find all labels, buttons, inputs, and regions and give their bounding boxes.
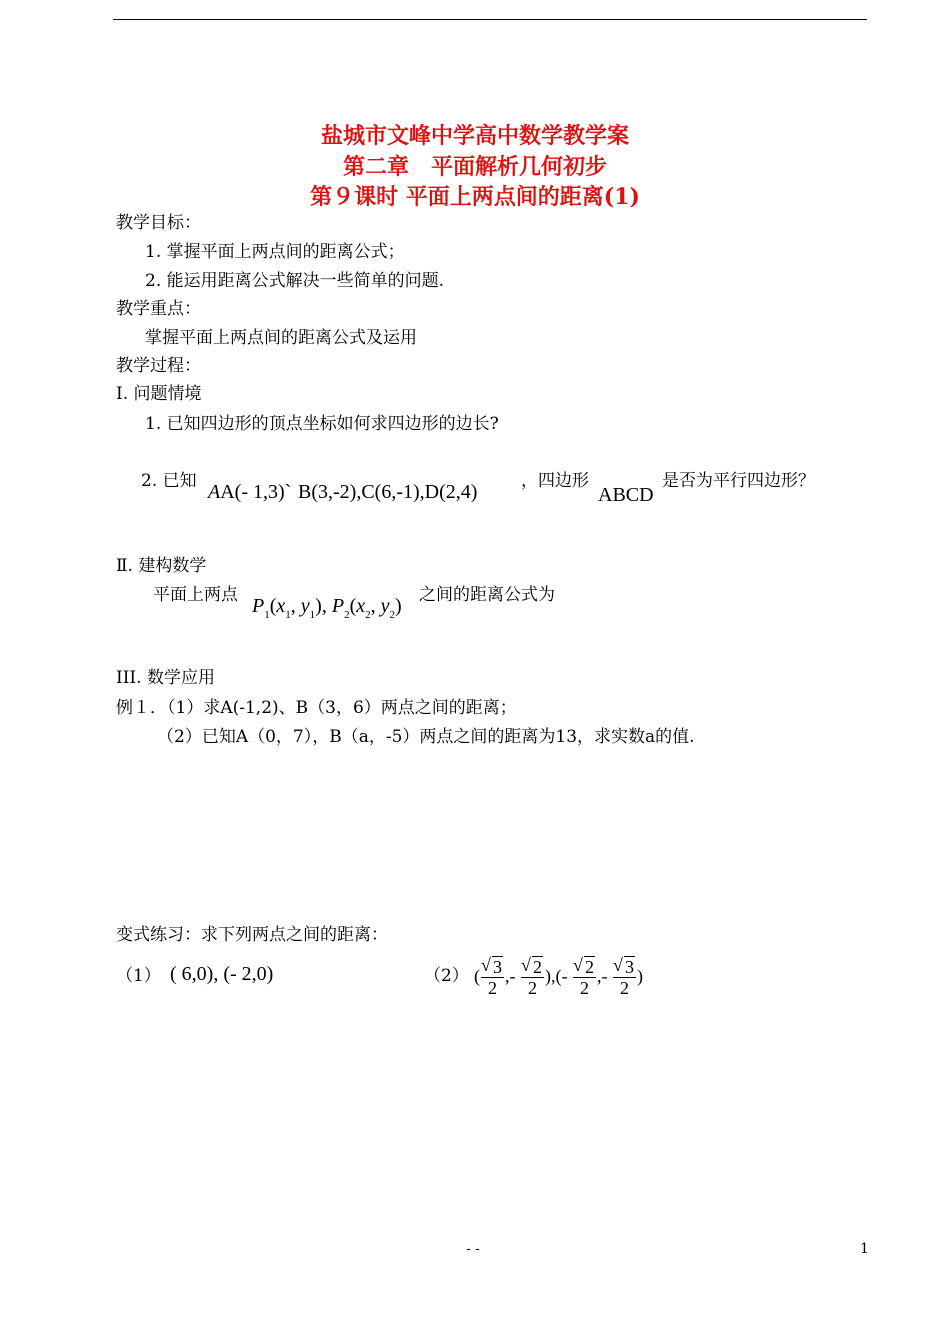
lesson-title: 第９课时 平面上两点间的距离(1) <box>310 184 640 210</box>
quadrilateral-abcd: ABCD <box>598 484 654 506</box>
school-title: 盐城市文峰中学高中数学教学案 <box>320 123 629 149</box>
question-2-prefix: 2. 已知 <box>141 471 197 491</box>
section2-text-before: 平面上两点 <box>153 585 238 605</box>
question-1: 1. 已知四边形的顶点坐标如何求四边形的边长? <box>145 414 499 434</box>
section1-heading: Ⅰ. 问题情境 <box>116 384 202 404</box>
footer-center: - - <box>466 1241 480 1257</box>
example-1-part-1: 例１．（1）求A(-1,2)、B（3，6）两点之间的距离； <box>116 698 517 718</box>
section2-text-after: 之间的距离公式为 <box>419 585 555 605</box>
practice-1-expression: ( 6,0), (- 2,0) <box>170 963 274 985</box>
points-bcd: B(3,-2),C(6,-1),D(2,4) <box>298 481 478 503</box>
practice-1-label: （1） <box>116 966 161 986</box>
key-points-text: 掌握平面上两点间的距离公式及运用 <box>145 328 417 348</box>
question-2-suffix: 是否为平行四边形？ <box>662 471 815 491</box>
key-points-heading: 教学重点： <box>116 299 201 319</box>
goal-item: 2. 能运用距离公式解决一些简单的问题. <box>145 271 445 291</box>
practice-2-expression: ( √ $\frac{3}{2}$ ,- √ $\frac{2}{2}$ ),(- √ $\frac{2}{2}$ ,- √ $\frac{3}{2}$ ) <box>474 953 643 999</box>
header-rule <box>113 19 867 20</box>
example-1-part-2: （2）已知A（0，7），B（a，-5）两点之间的距离为13，求实数a的值. <box>157 727 695 747</box>
question-2-mid: ，四边形 <box>521 471 589 491</box>
page-number: 1 <box>860 1241 869 1257</box>
process-heading: 教学过程： <box>116 356 201 376</box>
point-a: AA(- 1,3)` <box>208 481 292 503</box>
section3-heading: III. 数学应用 <box>116 668 215 688</box>
goal-item: 1. 掌握平面上两点间的距离公式； <box>145 242 405 262</box>
practice-heading: 变式练习：求下列两点之间的距离： <box>116 925 388 945</box>
practice-2-label: （2） <box>424 966 469 986</box>
chapter-title: 第二章 平面解析几何初步 <box>342 154 607 180</box>
goals-heading: 教学目标： <box>116 213 201 233</box>
section2-heading: Ⅱ. 建构数学 <box>116 556 207 576</box>
points-p1-p2-formula: $P_1(x_1$, $y_1$), $P_2(x_2$, $y_2$) <box>252 595 402 621</box>
